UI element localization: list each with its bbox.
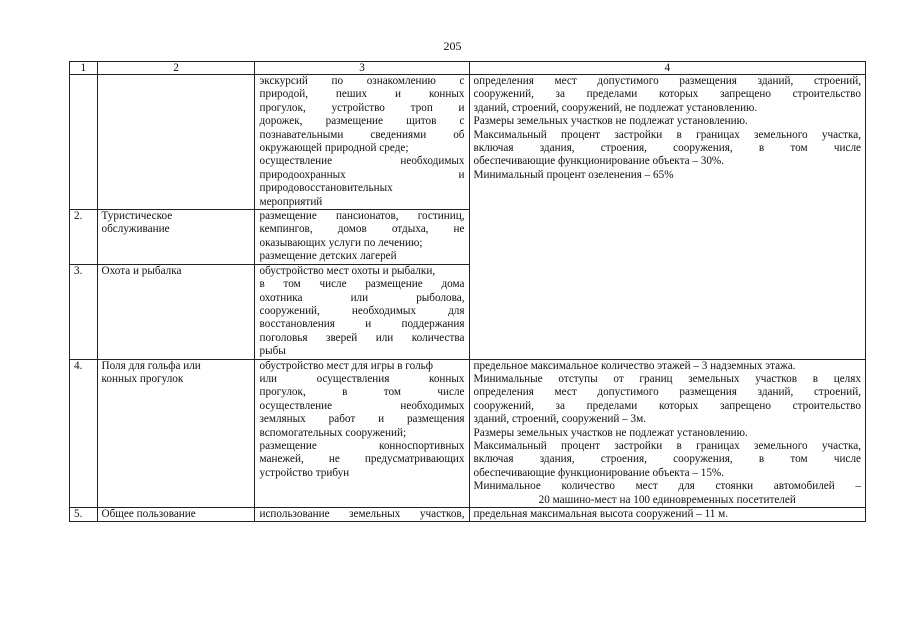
text-line: Общее пользование [101,508,196,520]
text-line: Поля для гольфа или [101,359,201,372]
text-line: манежей, не предусматривающих [259,453,465,466]
text-line: обслуживание [101,223,170,236]
text-line: познавательными сведениями об [259,128,465,141]
table-row [70,75,866,210]
parameters-cell [469,75,865,360]
text-line: вспомогательных сооружений; [259,426,407,439]
text-line: предельная максимальная высота сооружений – 11 м. [473,508,729,520]
text-line: Максимальный процент застройки в границах земельного участка, [473,439,861,452]
usage-type-name [97,210,255,265]
text-line: размещение пансионатов, гостиниц, [259,210,465,223]
text-line: Размеры земельных участков не подлежат установлению. [473,426,748,439]
text-line: обеспечивающие функционирование объекта – 15%. [473,466,725,479]
text-line: сооружений, за пределами которых запрещено строительство [473,399,861,412]
text-line: обустройство мест для игры в гольф [259,359,433,372]
text-line: Минимальные отступы от границ земельных участков в целях [473,372,861,385]
header-cell: 1 [70,62,98,75]
row-number: 4. [70,359,98,507]
text-line: природой, пеших и конных [259,88,465,101]
text-line: Охота и рыбалка [101,264,182,277]
text-line: включая здания, строения, сооружения, в том числе [473,453,861,466]
text-line: обустройство мест охоты и рыбалки, [259,264,436,277]
text-line: кемпингов, домов отдыха, не [259,223,465,236]
text-line: Туристическое [101,210,173,223]
text-line: Минимальный процент озеленения – 65% [473,168,674,181]
text-line: зданий, строений, сооружений – 3м. [473,413,646,426]
text-line: прогулок, устройство троп и [259,101,465,114]
parameters-cell [469,508,865,522]
text-line: Размеры земельных участков не подлежат установлению. [473,115,748,128]
table-row [70,359,866,507]
usage-description [255,75,469,210]
row-number: 2. [70,210,98,265]
header-cell: 2 [97,62,255,75]
text-line: 20 машино-мест на 100 единовременных посетителей [538,493,796,506]
text-line: устройство трибун [259,466,350,479]
usage-type-name [97,264,255,359]
row-number [70,75,98,210]
text-line: использование земельных участков, [259,508,465,520]
text-line: прогулок, в том числе [259,386,465,399]
text-line: определения мест допустимого размещения зданий, строений, [473,75,861,87]
text-line: зданий, строений, сооружений, не подлежат установлению. [473,101,758,114]
text-line: предельное максимальное количество этажей – 3 надземных этажа. [473,359,796,372]
usage-description [255,264,469,359]
text-line: дорожек, размещение щитов с [259,115,465,128]
page-number: 205 [443,39,462,53]
text-line: обеспечивающие функционирование объекта – 30%. [473,155,725,168]
text-line: включая здания, строения, сооружения, в том числе [473,142,861,155]
text-line: конных прогулок [101,372,184,385]
text-line: или осуществления конных [259,372,465,385]
header-cell: 4 [469,62,865,75]
text-line: в том числе размещение дома [259,278,465,291]
usage-description [255,359,469,507]
text-line: размещение конноспортивных [259,439,465,452]
text-line: восстановления и поддержания [259,318,465,331]
usage-type-name [97,75,255,210]
parameters-cell [469,359,865,507]
regulations-table [69,61,866,522]
text-line: оказывающих услуги по лечению; [259,236,423,249]
table-row [70,508,866,522]
text-line: экскурсий по ознакомлению с [259,75,465,87]
text-line: Минимальное количество мест для стоянки автомобилей – [473,480,861,493]
usage-description [255,210,469,265]
text-line: сооружений, за пределами которых запрещено строительство [473,88,861,101]
text-line: мероприятий [259,195,323,208]
text-line: природовосстановительных [259,182,393,195]
header-cell: 3 [255,62,469,75]
usage-description [255,508,469,522]
table-header-row [70,62,866,75]
text-line: поголовья зверей или количества [259,331,465,344]
text-line: рыбы [259,345,286,358]
text-line: природоохранных и [259,168,465,181]
text-line: сооружений, необходимых для [259,304,465,317]
text-line: осуществление необходимых [259,399,465,412]
text-line: осуществление необходимых [259,155,465,168]
text-line: размещение детских лагерей [259,250,397,263]
row-number: 3. [70,264,98,359]
text-line: окружающей природной среде; [259,142,409,155]
usage-type-name [97,508,255,522]
usage-type-name [97,359,255,507]
text-line: земляных работ и размещения [259,413,465,426]
text-line: охотника или рыболова, [259,291,465,304]
row-number: 5. [70,508,98,522]
text-line: определения мест допустимого размещения зданий, строений, [473,386,861,399]
text-line: Максимальный процент застройки в границах земельного участка, [473,128,861,141]
